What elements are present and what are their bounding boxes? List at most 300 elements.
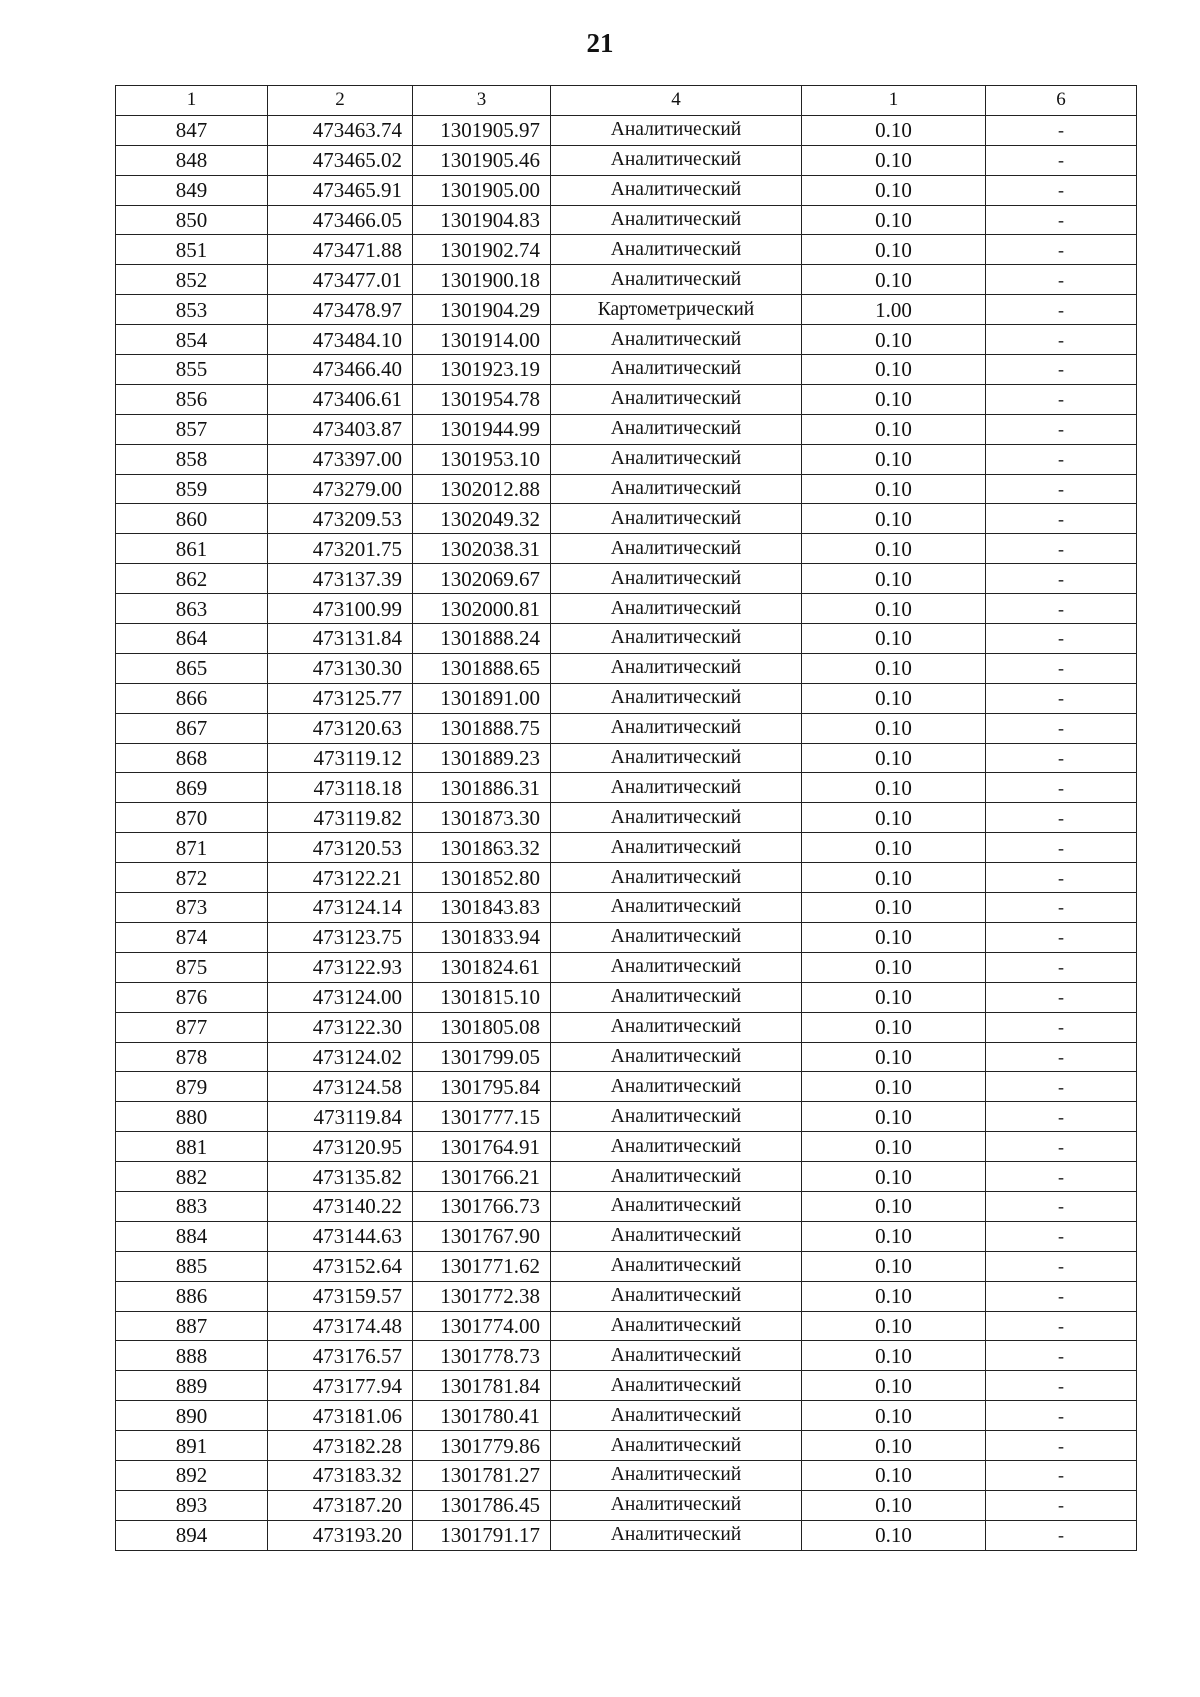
note-cell: - — [986, 1401, 1137, 1431]
table-row — [116, 325, 1137, 355]
table-row — [116, 1072, 1137, 1102]
accuracy-cell: 0.10 — [802, 893, 986, 923]
point-number-cell: 852 — [116, 265, 268, 295]
point-number-cell: 893 — [116, 1490, 268, 1520]
table-row — [116, 1102, 1137, 1132]
method-cell: Аналитический — [551, 115, 802, 145]
table-row — [116, 355, 1137, 385]
method-cell: Аналитический — [551, 1251, 802, 1281]
method-cell: Аналитический — [551, 414, 802, 444]
note-cell: - — [986, 1371, 1137, 1401]
x-coordinate-cell: 473181.06 — [268, 1401, 413, 1431]
accuracy-cell: 0.10 — [802, 175, 986, 205]
point-number-cell: 849 — [116, 175, 268, 205]
note-cell: - — [986, 1520, 1137, 1550]
point-number-cell: 872 — [116, 863, 268, 893]
method-cell: Аналитический — [551, 893, 802, 923]
method-cell: Аналитический — [551, 175, 802, 205]
x-coordinate-cell: 473465.02 — [268, 145, 413, 175]
column-header: 3 — [413, 86, 551, 116]
note-cell: - — [986, 1221, 1137, 1251]
x-coordinate-cell: 473123.75 — [268, 922, 413, 952]
table-row — [116, 683, 1137, 713]
y-coordinate-cell: 1301833.94 — [413, 922, 551, 952]
y-coordinate-cell: 1301805.08 — [413, 1012, 551, 1042]
note-cell: - — [986, 624, 1137, 654]
method-cell: Аналитический — [551, 683, 802, 713]
column-header: 2 — [268, 86, 413, 116]
point-number-cell: 863 — [116, 594, 268, 624]
x-coordinate-cell: 473122.30 — [268, 1012, 413, 1042]
note-cell: - — [986, 474, 1137, 504]
x-coordinate-cell: 473125.77 — [268, 683, 413, 713]
method-cell: Аналитический — [551, 265, 802, 295]
table-row — [116, 863, 1137, 893]
accuracy-cell: 0.10 — [802, 1371, 986, 1401]
y-coordinate-cell: 1301778.73 — [413, 1341, 551, 1371]
method-cell: Аналитический — [551, 564, 802, 594]
x-coordinate-cell: 473120.95 — [268, 1132, 413, 1162]
note-cell: - — [986, 743, 1137, 773]
table-row — [116, 1191, 1137, 1221]
y-coordinate-cell: 1301900.18 — [413, 265, 551, 295]
note-cell: - — [986, 295, 1137, 325]
y-coordinate-cell: 1301904.83 — [413, 205, 551, 235]
table-row — [116, 893, 1137, 923]
method-cell: Аналитический — [551, 474, 802, 504]
y-coordinate-cell: 1301781.27 — [413, 1460, 551, 1490]
x-coordinate-cell: 473135.82 — [268, 1162, 413, 1192]
table-row — [116, 594, 1137, 624]
x-coordinate-cell: 473466.05 — [268, 205, 413, 235]
x-coordinate-cell: 473466.40 — [268, 355, 413, 385]
point-number-cell: 858 — [116, 444, 268, 474]
accuracy-cell: 0.10 — [802, 1311, 986, 1341]
y-coordinate-cell: 1302000.81 — [413, 594, 551, 624]
method-cell: Аналитический — [551, 922, 802, 952]
note-cell: - — [986, 115, 1137, 145]
method-cell: Аналитический — [551, 653, 802, 683]
point-number-cell: 862 — [116, 564, 268, 594]
point-number-cell: 854 — [116, 325, 268, 355]
point-number-cell: 889 — [116, 1371, 268, 1401]
x-coordinate-cell: 473124.02 — [268, 1042, 413, 1072]
method-cell: Аналитический — [551, 863, 802, 893]
y-coordinate-cell: 1301772.38 — [413, 1281, 551, 1311]
note-cell: - — [986, 1191, 1137, 1221]
y-coordinate-cell: 1301873.30 — [413, 803, 551, 833]
table-row — [116, 1281, 1137, 1311]
column-header: 6 — [986, 86, 1137, 116]
column-header: 1 — [802, 86, 986, 116]
table-row — [116, 1251, 1137, 1281]
point-number-cell: 890 — [116, 1401, 268, 1431]
method-cell: Аналитический — [551, 235, 802, 265]
y-coordinate-cell: 1301944.99 — [413, 414, 551, 444]
method-cell: Аналитический — [551, 833, 802, 863]
accuracy-cell: 0.10 — [802, 922, 986, 952]
column-header: 4 — [551, 86, 802, 116]
point-number-cell: 850 — [116, 205, 268, 235]
note-cell: - — [986, 594, 1137, 624]
accuracy-cell: 0.10 — [802, 1520, 986, 1550]
note-cell: - — [986, 564, 1137, 594]
y-coordinate-cell: 1301904.29 — [413, 295, 551, 325]
y-coordinate-cell: 1301824.61 — [413, 952, 551, 982]
note-cell: - — [986, 1042, 1137, 1072]
method-cell: Аналитический — [551, 1520, 802, 1550]
table-row — [116, 1162, 1137, 1192]
accuracy-cell: 0.10 — [802, 325, 986, 355]
note-cell: - — [986, 325, 1137, 355]
accuracy-cell: 0.10 — [802, 235, 986, 265]
method-cell: Аналитический — [551, 145, 802, 175]
accuracy-cell: 0.10 — [802, 534, 986, 564]
method-cell: Аналитический — [551, 504, 802, 534]
accuracy-cell: 0.10 — [802, 1221, 986, 1251]
accuracy-cell: 0.10 — [802, 1102, 986, 1132]
table-row — [116, 653, 1137, 683]
accuracy-cell: 0.10 — [802, 1132, 986, 1162]
note-cell: - — [986, 713, 1137, 743]
note-cell: - — [986, 175, 1137, 205]
accuracy-cell: 0.10 — [802, 803, 986, 833]
x-coordinate-cell: 473122.93 — [268, 952, 413, 982]
y-coordinate-cell: 1301905.97 — [413, 115, 551, 145]
accuracy-cell: 0.10 — [802, 713, 986, 743]
method-cell: Аналитический — [551, 982, 802, 1012]
method-cell: Аналитический — [551, 594, 802, 624]
note-cell: - — [986, 982, 1137, 1012]
y-coordinate-cell: 1301766.73 — [413, 1191, 551, 1221]
y-coordinate-cell: 1301766.21 — [413, 1162, 551, 1192]
x-coordinate-cell: 473279.00 — [268, 474, 413, 504]
note-cell: - — [986, 922, 1137, 952]
x-coordinate-cell: 473174.48 — [268, 1311, 413, 1341]
method-cell: Аналитический — [551, 1132, 802, 1162]
point-number-cell: 885 — [116, 1251, 268, 1281]
point-number-cell: 857 — [116, 414, 268, 444]
point-number-cell: 886 — [116, 1281, 268, 1311]
x-coordinate-cell: 473406.61 — [268, 384, 413, 414]
accuracy-cell: 0.10 — [802, 1042, 986, 1072]
method-cell: Аналитический — [551, 743, 802, 773]
note-cell: - — [986, 653, 1137, 683]
accuracy-cell: 0.10 — [802, 982, 986, 1012]
note-cell: - — [986, 1490, 1137, 1520]
note-cell: - — [986, 414, 1137, 444]
point-number-cell: 851 — [116, 235, 268, 265]
point-number-cell: 865 — [116, 653, 268, 683]
accuracy-cell: 0.10 — [802, 355, 986, 385]
point-number-cell: 891 — [116, 1431, 268, 1461]
table-row — [116, 205, 1137, 235]
x-coordinate-cell: 473140.22 — [268, 1191, 413, 1221]
point-number-cell: 883 — [116, 1191, 268, 1221]
y-coordinate-cell: 1301799.05 — [413, 1042, 551, 1072]
x-coordinate-cell: 473124.00 — [268, 982, 413, 1012]
point-number-cell: 881 — [116, 1132, 268, 1162]
table-row — [116, 624, 1137, 654]
table-row — [116, 1042, 1137, 1072]
accuracy-cell: 0.10 — [802, 1460, 986, 1490]
method-cell: Аналитический — [551, 773, 802, 803]
table-row — [116, 175, 1137, 205]
x-coordinate-cell: 473152.64 — [268, 1251, 413, 1281]
point-number-cell: 853 — [116, 295, 268, 325]
method-cell: Аналитический — [551, 325, 802, 355]
x-coordinate-cell: 473159.57 — [268, 1281, 413, 1311]
x-coordinate-cell: 473176.57 — [268, 1341, 413, 1371]
x-coordinate-cell: 473403.87 — [268, 414, 413, 444]
x-coordinate-cell: 473100.99 — [268, 594, 413, 624]
point-number-cell: 877 — [116, 1012, 268, 1042]
table-row — [116, 1221, 1137, 1251]
accuracy-cell: 0.10 — [802, 863, 986, 893]
point-number-cell: 880 — [116, 1102, 268, 1132]
y-coordinate-cell: 1301780.41 — [413, 1401, 551, 1431]
point-number-cell: 871 — [116, 833, 268, 863]
note-cell: - — [986, 803, 1137, 833]
method-cell: Аналитический — [551, 713, 802, 743]
method-cell: Аналитический — [551, 1012, 802, 1042]
method-cell: Аналитический — [551, 534, 802, 564]
note-cell: - — [986, 1431, 1137, 1461]
note-cell: - — [986, 1341, 1137, 1371]
method-cell: Аналитический — [551, 384, 802, 414]
x-coordinate-cell: 473118.18 — [268, 773, 413, 803]
table-row — [116, 295, 1137, 325]
table-row — [116, 564, 1137, 594]
y-coordinate-cell: 1301905.00 — [413, 175, 551, 205]
method-cell: Аналитический — [551, 1072, 802, 1102]
accuracy-cell: 0.10 — [802, 1431, 986, 1461]
note-cell: - — [986, 504, 1137, 534]
accuracy-cell: 0.10 — [802, 683, 986, 713]
y-coordinate-cell: 1301767.90 — [413, 1221, 551, 1251]
method-cell: Аналитический — [551, 952, 802, 982]
x-coordinate-cell: 473187.20 — [268, 1490, 413, 1520]
page-number: 21 — [586, 28, 614, 58]
x-coordinate-cell: 473183.32 — [268, 1460, 413, 1490]
y-coordinate-cell: 1301764.91 — [413, 1132, 551, 1162]
accuracy-cell: 0.10 — [802, 504, 986, 534]
y-coordinate-cell: 1301886.31 — [413, 773, 551, 803]
x-coordinate-cell: 473120.53 — [268, 833, 413, 863]
accuracy-cell: 0.10 — [802, 115, 986, 145]
x-coordinate-cell: 473144.63 — [268, 1221, 413, 1251]
x-coordinate-cell: 473119.84 — [268, 1102, 413, 1132]
point-number-cell: 882 — [116, 1162, 268, 1192]
accuracy-cell: 0.10 — [802, 1162, 986, 1192]
table-row — [116, 1460, 1137, 1490]
accuracy-cell: 0.10 — [802, 265, 986, 295]
note-cell: - — [986, 833, 1137, 863]
table-header-row — [116, 86, 1137, 116]
method-cell: Аналитический — [551, 1431, 802, 1461]
x-coordinate-cell: 473177.94 — [268, 1371, 413, 1401]
x-coordinate-cell: 473397.00 — [268, 444, 413, 474]
table-row — [116, 414, 1137, 444]
table-row — [116, 743, 1137, 773]
point-number-cell: 875 — [116, 952, 268, 982]
note-cell: - — [986, 444, 1137, 474]
accuracy-cell: 0.10 — [802, 653, 986, 683]
point-number-cell: 856 — [116, 384, 268, 414]
point-number-cell: 864 — [116, 624, 268, 654]
table-row — [116, 265, 1137, 295]
method-cell: Аналитический — [551, 1341, 802, 1371]
x-coordinate-cell: 473471.88 — [268, 235, 413, 265]
y-coordinate-cell: 1301888.65 — [413, 653, 551, 683]
point-number-cell: 855 — [116, 355, 268, 385]
note-cell: - — [986, 1281, 1137, 1311]
y-coordinate-cell: 1301771.62 — [413, 1251, 551, 1281]
method-cell: Аналитический — [551, 1162, 802, 1192]
coordinates-table — [115, 85, 1137, 1551]
point-number-cell: 887 — [116, 1311, 268, 1341]
table-body — [116, 115, 1137, 1550]
y-coordinate-cell: 1301891.00 — [413, 683, 551, 713]
table-row — [116, 803, 1137, 833]
y-coordinate-cell: 1301953.10 — [413, 444, 551, 474]
table-row — [116, 1520, 1137, 1550]
note-cell: - — [986, 1102, 1137, 1132]
note-cell: - — [986, 265, 1137, 295]
accuracy-cell: 0.10 — [802, 1251, 986, 1281]
table-row — [116, 504, 1137, 534]
y-coordinate-cell: 1302049.32 — [413, 504, 551, 534]
note-cell: - — [986, 235, 1137, 265]
x-coordinate-cell: 473463.74 — [268, 115, 413, 145]
table-row — [116, 145, 1137, 175]
point-number-cell: 870 — [116, 803, 268, 833]
point-number-cell: 876 — [116, 982, 268, 1012]
accuracy-cell: 0.10 — [802, 444, 986, 474]
x-coordinate-cell: 473193.20 — [268, 1520, 413, 1550]
x-coordinate-cell: 473119.12 — [268, 743, 413, 773]
point-number-cell: 874 — [116, 922, 268, 952]
table-row — [116, 235, 1137, 265]
accuracy-cell: 0.10 — [802, 833, 986, 863]
table-row — [116, 474, 1137, 504]
method-cell: Аналитический — [551, 1221, 802, 1251]
point-number-cell: 860 — [116, 504, 268, 534]
accuracy-cell: 0.10 — [802, 564, 986, 594]
point-number-cell: 894 — [116, 1520, 268, 1550]
x-coordinate-cell: 473465.91 — [268, 175, 413, 205]
y-coordinate-cell: 1302069.67 — [413, 564, 551, 594]
x-coordinate-cell: 473122.21 — [268, 863, 413, 893]
table-row — [116, 982, 1137, 1012]
y-coordinate-cell: 1301888.24 — [413, 624, 551, 654]
method-cell: Аналитический — [551, 1311, 802, 1341]
column-header: 1 — [116, 86, 268, 116]
point-number-cell: 868 — [116, 743, 268, 773]
table-row — [116, 384, 1137, 414]
table-row — [116, 115, 1137, 145]
y-coordinate-cell: 1301786.45 — [413, 1490, 551, 1520]
note-cell: - — [986, 205, 1137, 235]
accuracy-cell: 0.10 — [802, 1341, 986, 1371]
y-coordinate-cell: 1301914.00 — [413, 325, 551, 355]
note-cell: - — [986, 1311, 1137, 1341]
method-cell: Аналитический — [551, 355, 802, 385]
table-row — [116, 1341, 1137, 1371]
y-coordinate-cell: 1301795.84 — [413, 1072, 551, 1102]
y-coordinate-cell: 1301888.75 — [413, 713, 551, 743]
y-coordinate-cell: 1301777.15 — [413, 1102, 551, 1132]
accuracy-cell: 0.10 — [802, 414, 986, 444]
method-cell: Аналитический — [551, 1401, 802, 1431]
accuracy-cell: 0.10 — [802, 952, 986, 982]
y-coordinate-cell: 1301791.17 — [413, 1520, 551, 1550]
accuracy-cell: 0.10 — [802, 1281, 986, 1311]
method-cell: Аналитический — [551, 1042, 802, 1072]
table-row — [116, 1401, 1137, 1431]
table-row — [116, 1490, 1137, 1520]
table-row — [116, 713, 1137, 743]
x-coordinate-cell: 473477.01 — [268, 265, 413, 295]
x-coordinate-cell: 473120.63 — [268, 713, 413, 743]
accuracy-cell: 0.10 — [802, 743, 986, 773]
table-row — [116, 1132, 1137, 1162]
point-number-cell: 869 — [116, 773, 268, 803]
accuracy-cell: 0.10 — [802, 1490, 986, 1520]
note-cell: - — [986, 683, 1137, 713]
point-number-cell: 892 — [116, 1460, 268, 1490]
accuracy-cell: 0.10 — [802, 594, 986, 624]
note-cell: - — [986, 384, 1137, 414]
point-number-cell: 878 — [116, 1042, 268, 1072]
note-cell: - — [986, 773, 1137, 803]
method-cell: Аналитический — [551, 1460, 802, 1490]
note-cell: - — [986, 863, 1137, 893]
x-coordinate-cell: 473182.28 — [268, 1431, 413, 1461]
point-number-cell: 866 — [116, 683, 268, 713]
y-coordinate-cell: 1301902.74 — [413, 235, 551, 265]
accuracy-cell: 0.10 — [802, 773, 986, 803]
note-cell: - — [986, 893, 1137, 923]
table-row — [116, 1431, 1137, 1461]
method-cell: Картометрический — [551, 295, 802, 325]
accuracy-cell: 0.10 — [802, 1072, 986, 1102]
accuracy-cell: 0.10 — [802, 1401, 986, 1431]
point-number-cell: 879 — [116, 1072, 268, 1102]
method-cell: Аналитический — [551, 1102, 802, 1132]
x-coordinate-cell: 473130.30 — [268, 653, 413, 683]
note-cell: - — [986, 1132, 1137, 1162]
x-coordinate-cell: 473124.14 — [268, 893, 413, 923]
accuracy-cell: 1.00 — [802, 295, 986, 325]
note-cell: - — [986, 355, 1137, 385]
table-row — [116, 952, 1137, 982]
y-coordinate-cell: 1301779.86 — [413, 1431, 551, 1461]
table-row — [116, 534, 1137, 564]
note-cell: - — [986, 1072, 1137, 1102]
accuracy-cell: 0.10 — [802, 474, 986, 504]
note-cell: - — [986, 534, 1137, 564]
y-coordinate-cell: 1301923.19 — [413, 355, 551, 385]
point-number-cell: 847 — [116, 115, 268, 145]
x-coordinate-cell: 473201.75 — [268, 534, 413, 564]
method-cell: Аналитический — [551, 205, 802, 235]
method-cell: Аналитический — [551, 803, 802, 833]
point-number-cell: 848 — [116, 145, 268, 175]
accuracy-cell: 0.10 — [802, 1191, 986, 1221]
accuracy-cell: 0.10 — [802, 145, 986, 175]
y-coordinate-cell: 1301905.46 — [413, 145, 551, 175]
